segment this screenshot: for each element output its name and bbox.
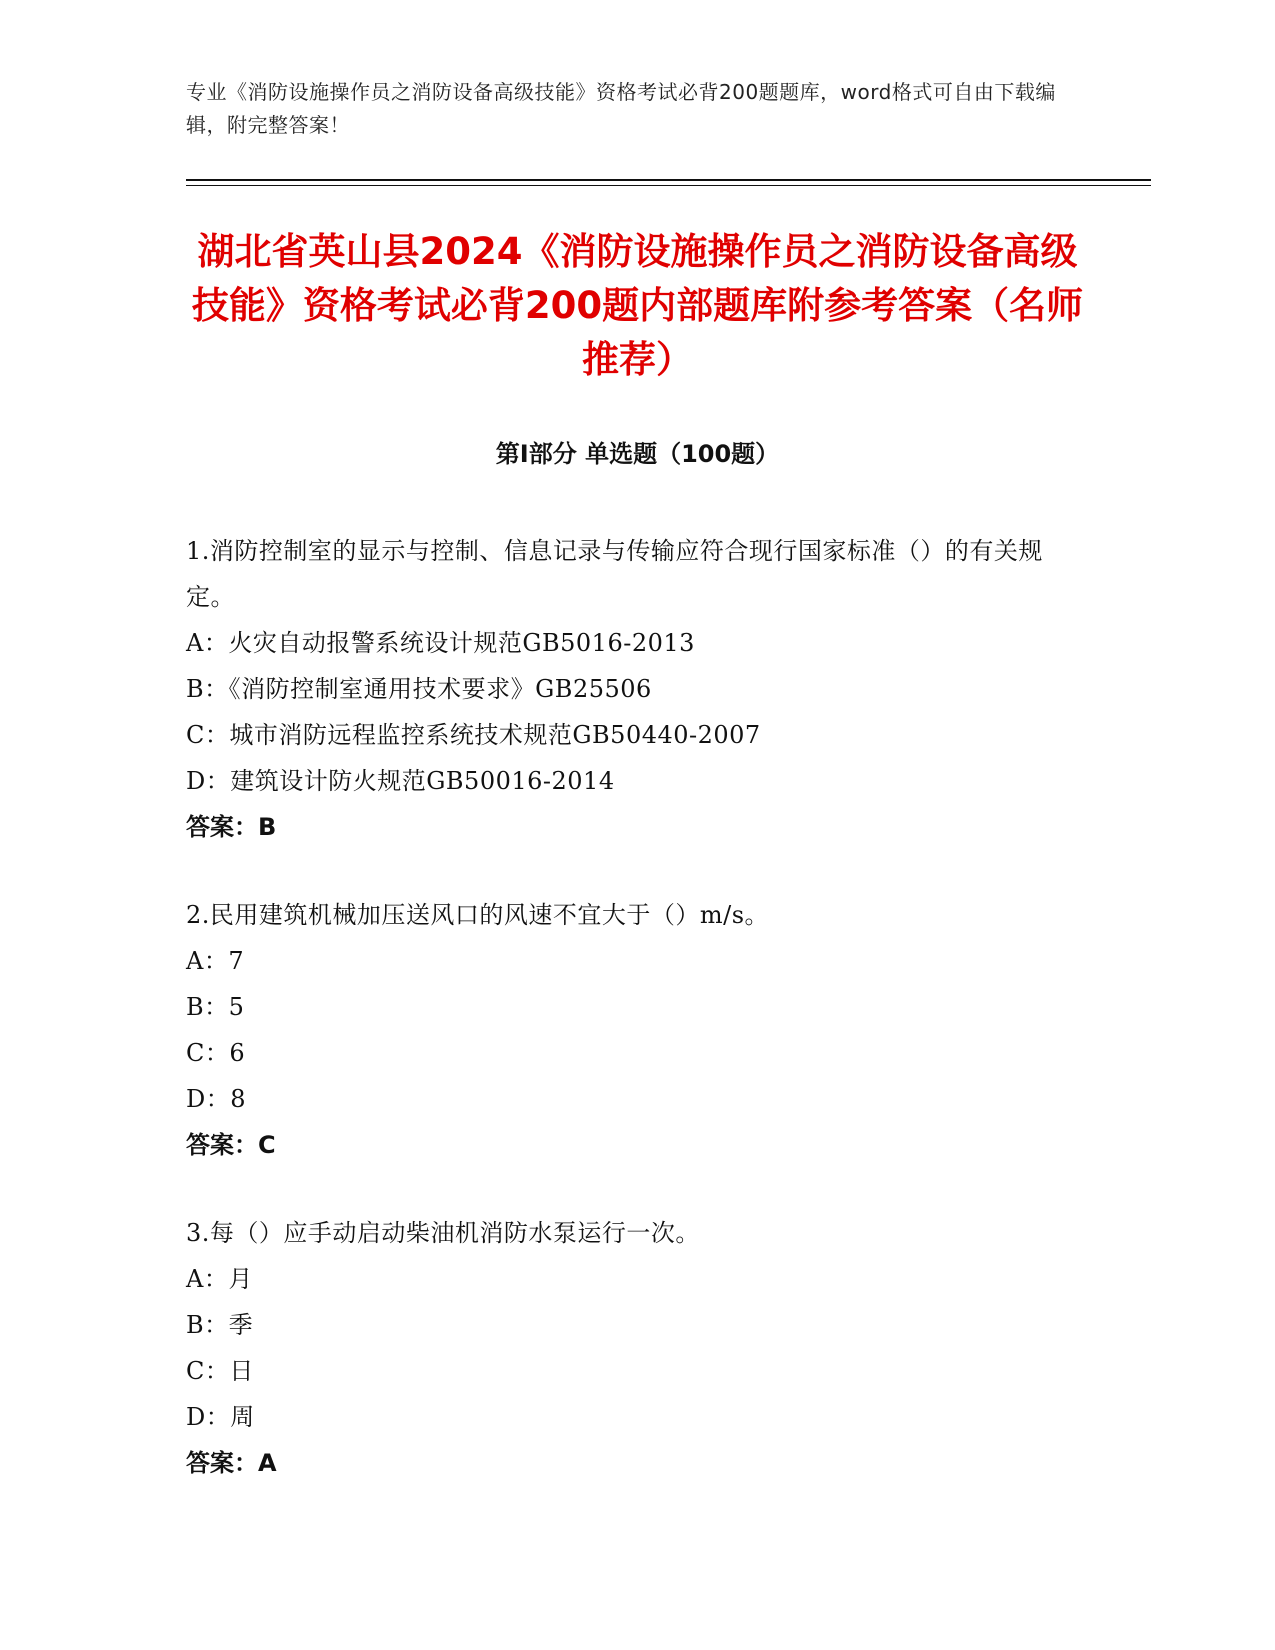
option-d: D：8 <box>186 1085 247 1113</box>
option-b: B：季 <box>186 1311 254 1339</box>
option-b: B：5 <box>186 993 245 1021</box>
header-rule-thin <box>186 185 1151 186</box>
question-3 <box>186 1210 1066 1486</box>
header-note: 专业《消防设施操作员之消防设备高级技能》资格考试必背200题题库，word格式可自由下载编辑，附完整答案！ <box>186 80 1056 137</box>
document-title: 湖北省英山县2024《消防设施操作员之消防设备高级技能》资格考试必背200题内部题库附参考答案（名师推荐） <box>191 230 1084 381</box>
option-c: C：6 <box>186 1039 246 1067</box>
question-2 <box>186 892 1066 1168</box>
option-d: D：建筑设计防火规范GB50016-2014 <box>186 767 615 795</box>
question-stem: 2.民用建筑机械加压送风口的风速不宜大于（）m/s。 <box>186 901 770 929</box>
question-stem: 3.每（）应手动启动柴油机消防水泵运行一次。 <box>186 1219 700 1247</box>
answer-line: 答案：C <box>186 1131 276 1159</box>
option-d: D：周 <box>186 1403 255 1431</box>
question-list <box>186 528 1066 1528</box>
option-c: C：城市消防远程监控系统技术规范GB50440-2007 <box>186 721 761 749</box>
question-1 <box>186 528 1066 850</box>
header-rule-thick <box>186 179 1151 181</box>
answer-line: 答案：B <box>186 813 277 841</box>
option-b: B：《消防控制室通用技术要求》GB25506 <box>186 675 652 703</box>
section-title: 第I部分 单选题（100题） <box>495 440 780 468</box>
question-stem: 1.消防控制室的显示与控制、信息记录与传输应符合现行国家标准（）的有关规定。 <box>186 537 1043 611</box>
answer-line: 答案：A <box>186 1449 277 1477</box>
option-a: A：7 <box>186 947 245 975</box>
option-a: A：月 <box>186 1265 253 1293</box>
option-c: C：日 <box>186 1357 254 1385</box>
option-a: A：火灾自动报警系统设计规范GB5016-2013 <box>186 629 695 657</box>
